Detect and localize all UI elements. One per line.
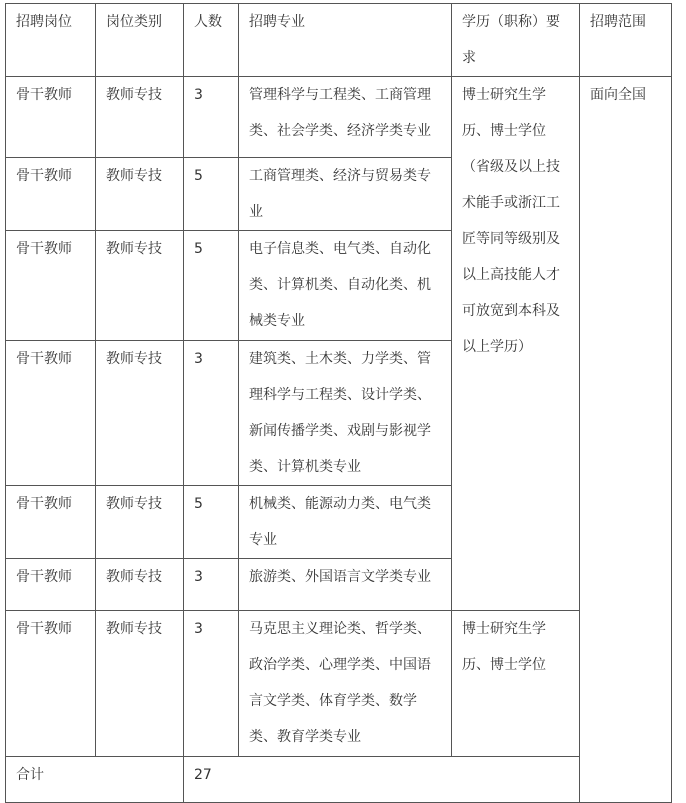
count-cell: 5 [184, 231, 239, 341]
major-cell: 马克思主义理论类、哲学类、政治学类、心理学类、中国语言文学类、体育学类、数学类、教育学类专业 [239, 611, 452, 757]
table-row [6, 77, 672, 158]
header-position: 招聘岗位 [6, 4, 96, 77]
major-cell: 机械类、能源动力类、电气类专业 [239, 486, 452, 559]
category-cell: 教师专技 [96, 341, 184, 486]
category-cell: 教师专技 [96, 158, 184, 231]
header-count: 人数 [184, 4, 239, 77]
position-cell: 骨干教师 [6, 231, 96, 341]
count-cell: 5 [184, 486, 239, 559]
count-cell: 3 [184, 611, 239, 757]
position-cell: 骨干教师 [6, 77, 96, 158]
header-scope: 招聘范围 [580, 4, 672, 77]
header-major: 招聘专业 [239, 4, 452, 77]
position-cell: 骨干教师 [6, 611, 96, 757]
count-cell: 3 [184, 341, 239, 486]
major-cell: 建筑类、土木类、力学类、管理科学与工程类、设计学类、新闻传播学类、戏剧与影视学类、计算机类专业 [239, 341, 452, 486]
education-cell-group2: 博士研究生学历、博士学位 [452, 611, 580, 757]
recruitment-table [5, 3, 672, 803]
major-cell: 管理科学与工程类、工商管理类、社会学类、经济学类专业 [239, 77, 452, 158]
count-cell: 5 [184, 158, 239, 231]
table-row [6, 611, 672, 757]
category-cell: 教师专技 [96, 611, 184, 757]
category-cell: 教师专技 [96, 77, 184, 158]
total-count: 27 [184, 757, 580, 803]
count-cell: 3 [184, 77, 239, 158]
position-cell: 骨干教师 [6, 341, 96, 486]
category-cell: 教师专技 [96, 486, 184, 559]
major-cell: 电子信息类、电气类、自动化类、计算机类、自动化类、机械类专业 [239, 231, 452, 341]
education-cell-group1: 博士研究生学历、博士学位（省级及以上技术能手或浙江工匠等同等级别及以上高技能人才可放宽到本科及以上学历） [452, 77, 580, 611]
header-category: 岗位类别 [96, 4, 184, 77]
header-row [6, 4, 672, 77]
count-cell: 3 [184, 559, 239, 611]
position-cell: 骨干教师 [6, 559, 96, 611]
header-education: 学历（职称）要求 [452, 4, 580, 77]
total-label: 合计 [6, 757, 184, 803]
total-row [6, 757, 672, 803]
position-cell: 骨干教师 [6, 486, 96, 559]
category-cell: 教师专技 [96, 559, 184, 611]
scope-cell: 面向全国 [580, 77, 672, 803]
category-cell: 教师专技 [96, 231, 184, 341]
major-cell: 工商管理类、经济与贸易类专业 [239, 158, 452, 231]
major-cell: 旅游类、外国语言文学类专业 [239, 559, 452, 611]
position-cell: 骨干教师 [6, 158, 96, 231]
